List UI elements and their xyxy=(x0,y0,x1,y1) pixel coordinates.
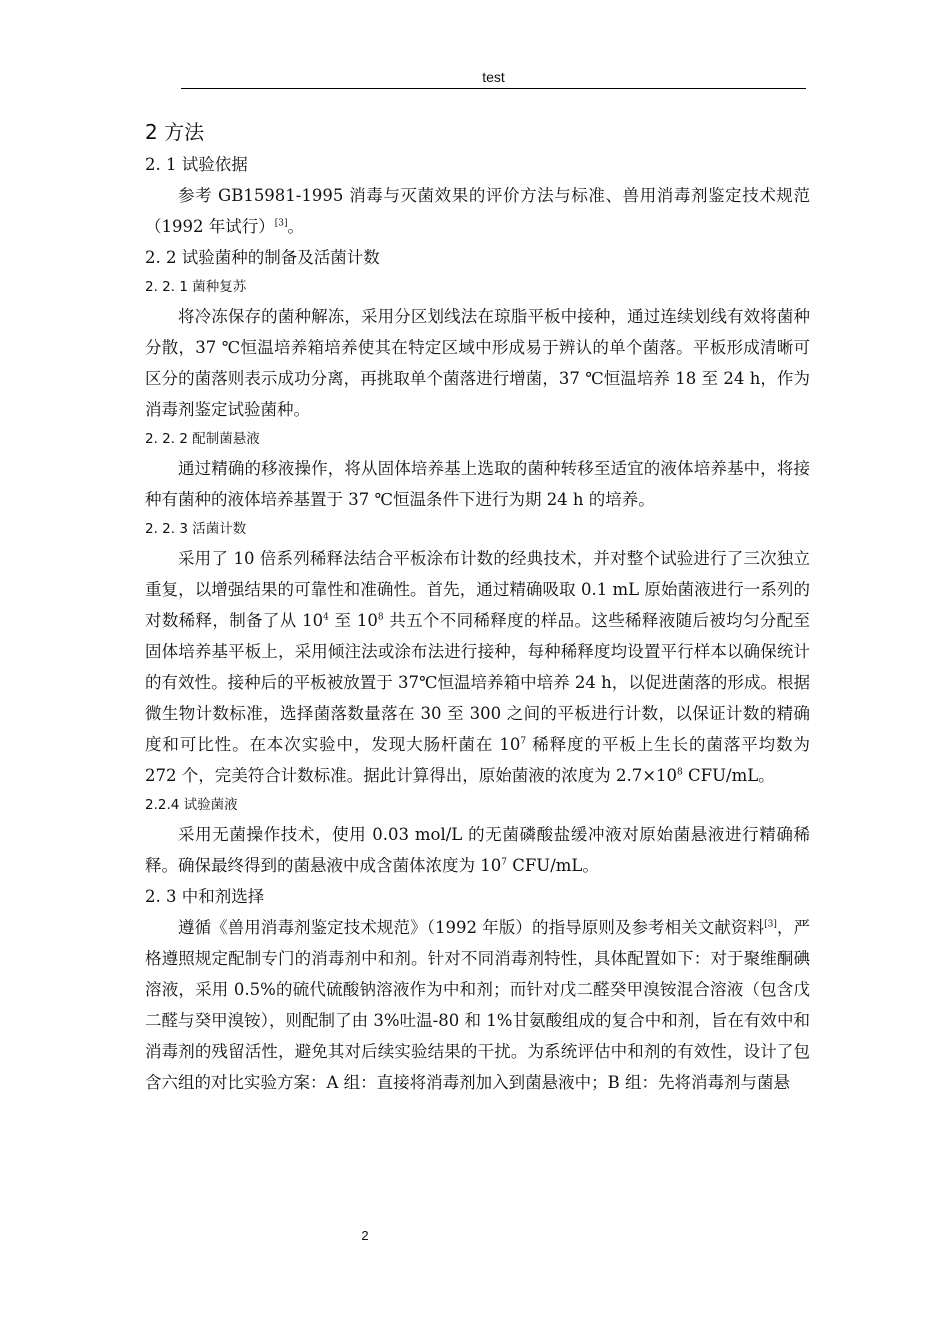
page-content xyxy=(145,116,810,1098)
citation-ref: [3] xyxy=(764,919,777,930)
section-2-1-heading: 2. 1 试验依据 xyxy=(145,155,248,174)
section-2-2-4-heading: 2.2.4 试验菌液 xyxy=(145,797,238,813)
citation-ref: [3] xyxy=(274,218,288,229)
section-2-2-2-paragraph: 通过精确的移液操作，将从固体培养基上选取的菌种转移至适宜的液体培养基中，将接种有菌种的液体培养基置于 37 ℃恒温条件下进行为期 24 h 的培养。 xyxy=(145,459,810,509)
section-2-2-3-paragraph: 采用了 10 倍系列稀释法结合平板涂布计数的经典技术，并对整个试验进行了三次独立重复，以增强结果的可靠性和准确性。首先，通过精确吸取 0.1 mL 原始菌液进行一系列的对数稀释，制备了从 $10^4$ 至 $10^8$ 共五个不同稀释度的样品。这些稀释液随后被均匀分配至固体培养基平板上，采用倾注法或涂布法进行接种，每种稀释度均设置平行样本以确保统计的有效性。接种后的平板被放置于 37℃恒温培养箱中培养 24 h，以促进菌落的形成。根据微生物计数标准，选择菌落数量落在 30 至 300 之间的平板进行计数，以保证计数的精确度和可比性。在本次实验中，发现大肠杆菌在 $10^7$ 稀释度的平板上生长的菌落平均数为 272 个，完美符合计数标准。据此计算得出，原始菌液的浓度为 $2.7\times 10^8$ CFU/mL。 xyxy=(145,549,810,785)
section-2-1-paragraph: 参考 GB15981-1995 消毒与灭菌效果的评价方法与标准、兽用消毒剂鉴定技术规范（1992 年试行）[3]。 xyxy=(145,186,810,236)
section-2-2-2-heading: 2. 2. 2 配制菌悬液 xyxy=(145,431,260,447)
section-2-heading: 2 方法 xyxy=(145,120,205,144)
section-2-3-paragraph: 遵循《兽用消毒剂鉴定技术规范》（1992 年版）的指导原则及参考相关文献资料[3]，严格遵照规定配制专门的消毒剂中和剂。针对不同消毒剂特性，具体配置如下：对于聚维酮碘溶液，采用 0.5%的硫代硫酸钠溶液作为中和剂；而针对戊二醛癸甲溴铵混合溶液（包含戊二醛与癸甲溴铵），则配制了由 3%吐温-80 和 1%甘氨酸组成的复合中和剂，旨在有效中和消毒剂的残留活性，避免其对后续实验结果的干扰。为系统评估中和剂的有效性，设计了包含六组的对比实验方案：A 组：直接将消毒剂加入到菌悬液中；B 组：先将消毒剂与菌悬 xyxy=(145,918,810,1092)
page-number: 2 xyxy=(361,1228,369,1243)
section-2-2-3-heading: 2. 2. 3 活菌计数 xyxy=(145,521,247,537)
section-2-2-1-heading: 2. 2. 1 菌种复苏 xyxy=(145,279,247,295)
section-2-2-1-paragraph: 将冷冻保存的菌种解冻，采用分区划线法在琼脂平板中接种，通过连续划线有效将菌种分散，37 ℃恒温培养箱培养使其在特定区域中形成易于辨认的单个菌落。平板形成清晰可区分的菌落则表示成功分离，再挑取单个菌落进行增菌，37 ℃恒温培养 18 至 24 h，作为消毒剂鉴定试验菌种。 xyxy=(145,307,810,419)
section-2-2-heading: 2. 2 试验菌种的制备及活菌计数 xyxy=(145,248,380,267)
section-2-2-4-paragraph: 采用无菌操作技术，使用 0.03 mol/L 的无菌磷酸盐缓冲液对原始菌悬液进行精确稀释。确保最终得到的菌悬液中成含菌体浓度为 $10^7$ CFU/mL。 xyxy=(145,825,810,875)
section-2-3-heading: 2. 3 中和剂选择 xyxy=(145,887,265,906)
page-header: test xyxy=(181,68,806,89)
